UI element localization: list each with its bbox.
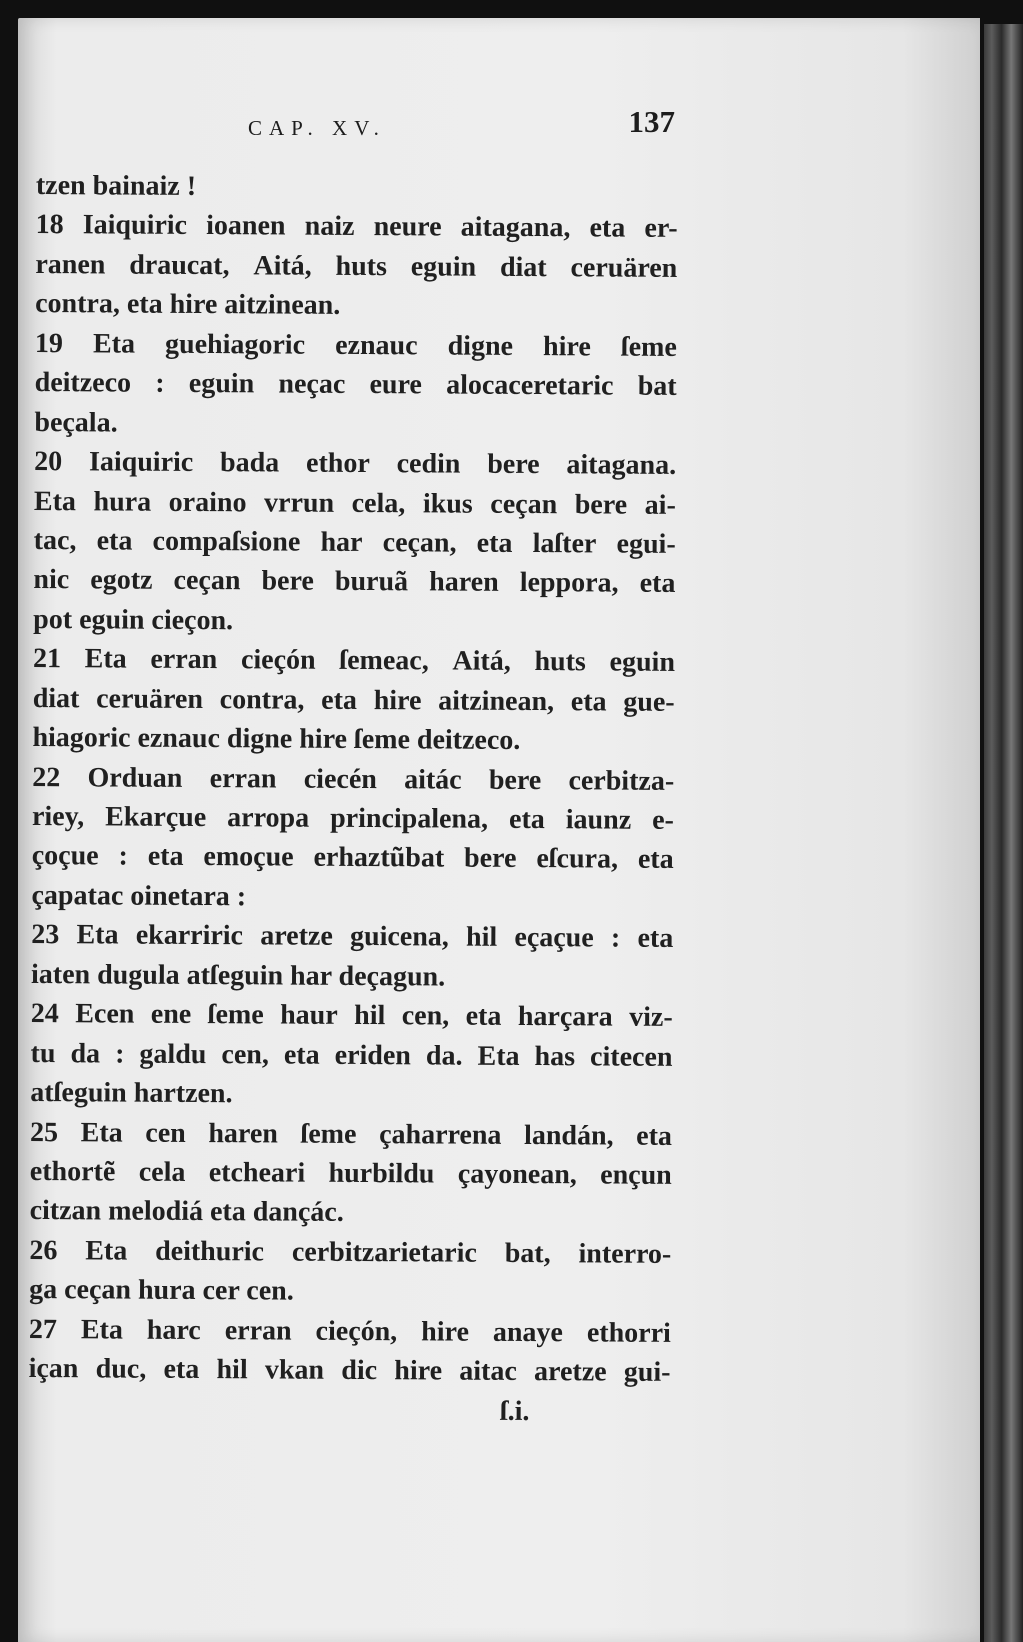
text-line-content: 21 Eta erran cieçón ſemeac, Aitá, huts eguin [32, 643, 676, 679]
text-line [35, 245, 677, 288]
text-line-content: içan duc, eta hil vkan dic hire aitac aretze gui- [28, 1353, 671, 1389]
text-line [34, 521, 676, 564]
text-line-content: 22 Orduan erran ciecén aitác bere cerbitza- [32, 761, 675, 797]
text-line-content: atſeguin hartzen. [30, 1077, 233, 1110]
text-line-content: hiagoric eznauc digne hire ſeme deitzeco. [32, 722, 521, 757]
text-line-content: 19 Eta guehiagoric eznauc digne hire ſeme [34, 327, 677, 363]
text-line [29, 1310, 671, 1353]
text-line [31, 994, 673, 1037]
text-line [35, 284, 677, 327]
page-edge-binding [984, 24, 1023, 1642]
text-line [29, 1349, 671, 1392]
text-line-content: contra, eta hire aitzinean. [35, 288, 341, 322]
text-block [29, 166, 678, 1392]
text-line [30, 1034, 672, 1077]
text-line [29, 1270, 671, 1313]
text-line [30, 1073, 672, 1116]
text-line-content: 24 Ecen ene ſeme haur hil cen, eta harçara viz- [30, 998, 673, 1034]
text-line [33, 679, 675, 722]
text-line [31, 876, 673, 919]
text-line-content: tzen bainaiz ! [35, 169, 197, 202]
text-line-content: çapatac oinetara : [31, 879, 247, 913]
text-line-content: diat ceruären contra, eta hire aitzinean, eta gue- [32, 682, 675, 718]
text-line-content: 26 Eta deithuric cerbitzarietaric bat, interro- [29, 1234, 672, 1270]
text-line-content: ga ceçan hura cer cen. [29, 1274, 294, 1307]
text-line [35, 324, 677, 367]
text-line-content: ethortẽ cela etcheari hurbildu çayonean, ençun [29, 1155, 672, 1191]
catchword-text: ſ.i. [499, 1395, 530, 1428]
text-line [30, 1112, 672, 1155]
text-line [32, 758, 674, 801]
text-line-content: 23 Eta ekarriric aretze guicena, hil eçaçue : eta [31, 919, 674, 955]
text-line-content: deitzeco : eguin neçac eure alocaceretaric bat [34, 367, 677, 403]
text-line [36, 205, 678, 248]
page-number: 137 [628, 104, 675, 139]
text-line-content: pot eguin cieçon. [33, 603, 234, 637]
text-line [36, 166, 678, 209]
text-line-content: tu da : galdu cen, eta eriden da. Eta has citecen [30, 1037, 673, 1073]
text-line-content: 20 Iaiquiric bada ethor cedin bere aitagana. [34, 446, 677, 481]
text-line [34, 481, 676, 524]
text-line [29, 1191, 671, 1234]
running-head [230, 104, 675, 144]
catchword-block [36, 1389, 678, 1432]
text-line-content: iaten dugula atſeguin har deçagun. [30, 958, 446, 993]
text-line [33, 639, 675, 682]
text-line [34, 403, 676, 446]
text-line-content: 18 Iaiquiric ioanen naiz neure aitagana, eta er- [35, 209, 678, 245]
text-line-content: tac, eta compaſsione har ceçan, eta laſter egui- [33, 524, 676, 560]
text-line [31, 915, 673, 958]
text-line [31, 955, 673, 998]
text-line [32, 836, 674, 879]
text-line-content: beçala. [34, 406, 118, 439]
text-line-content: nic egotz ceçan bere buruã haren leppora, eta [33, 564, 676, 600]
text-line-content: riey, Ekarçue arropa principalena, eta iaunz e- [31, 800, 675, 836]
text-line-content: çoçue : eta emoçue erhaztũbat bere eſcura, eta [31, 840, 674, 876]
text-line [29, 1231, 671, 1274]
chapter-heading: CAP. XV. [248, 116, 386, 140]
text-line-content: ranen draucat, Aitá, huts eguin diat ceruären [35, 248, 678, 284]
text-line [32, 718, 674, 761]
text-line-content: 25 Eta cen haren ſeme çaharrena landán, eta [30, 1116, 673, 1152]
text-line [34, 442, 676, 485]
catchword [36, 1389, 678, 1432]
text-line [32, 797, 674, 840]
text-line-content: 27 Eta harc erran cieçón, hire anaye ethorri [28, 1313, 671, 1349]
text-line [35, 363, 677, 406]
text-line [33, 600, 675, 643]
text-line-content: Eta hura oraino vrrun cela, ikus ceçan bere ai- [33, 485, 676, 521]
text-line [33, 560, 675, 603]
text-line-content: citzan melodiá eta dançác. [29, 1195, 344, 1229]
text-line [30, 1152, 672, 1195]
